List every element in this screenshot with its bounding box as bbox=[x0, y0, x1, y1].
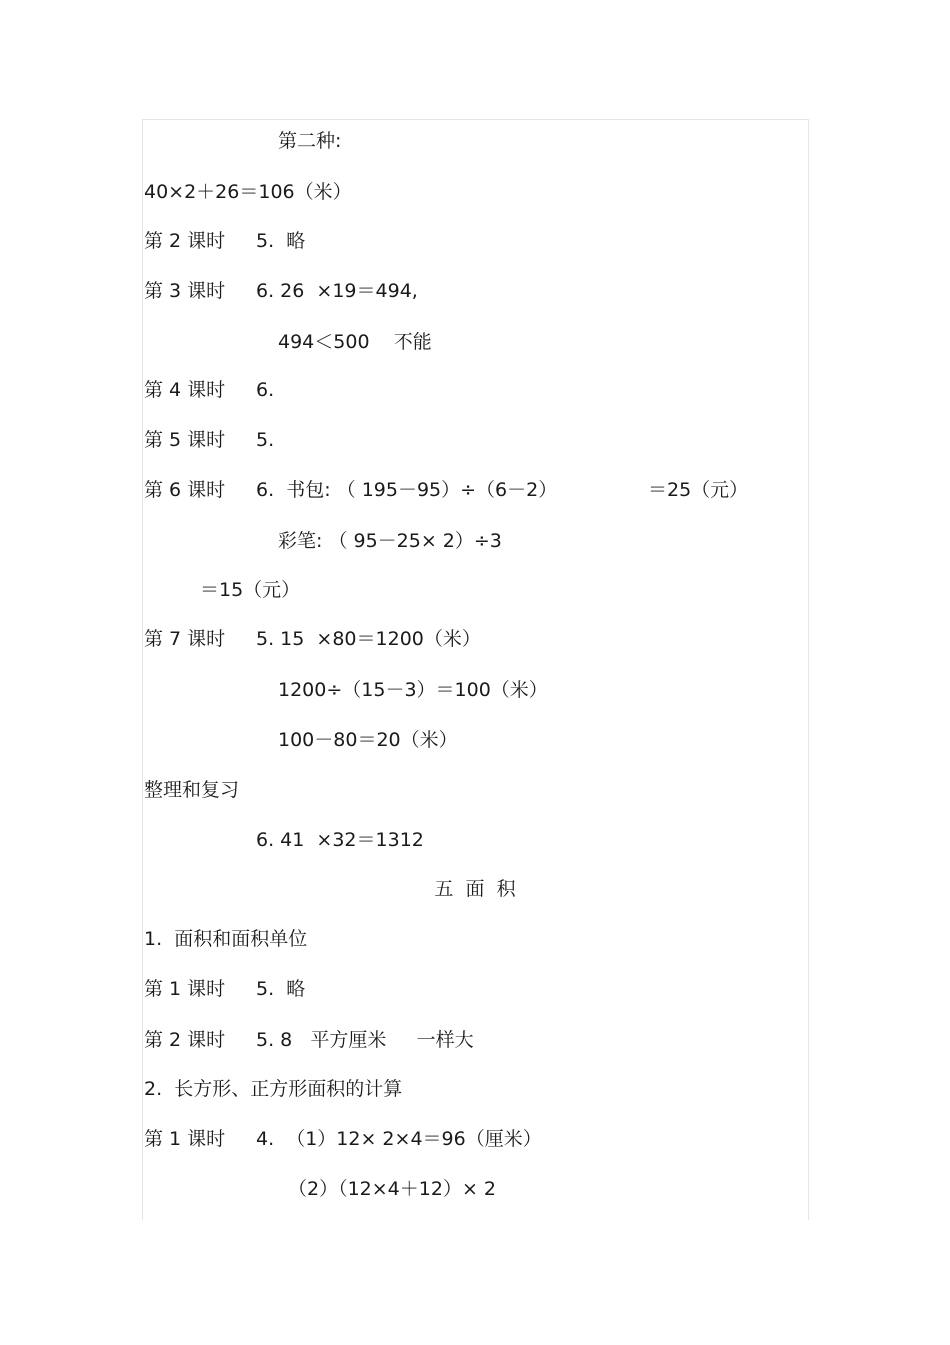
text-line: ＝15（元） bbox=[200, 579, 301, 601]
answer-text: 5. 略 bbox=[256, 978, 306, 1000]
section-heading: 整理和复习 bbox=[144, 779, 240, 801]
lesson-label: 第 2 课时 bbox=[144, 1029, 226, 1051]
text-line: 彩笔: （ 95－25× 2）÷3 bbox=[278, 530, 502, 552]
answer-text: 5. 略 bbox=[256, 230, 306, 252]
text-line: 1200÷（15－3）＝100（米） bbox=[278, 679, 548, 701]
answer-text: ＝25（元） bbox=[648, 479, 749, 501]
text-line: （2）（12×4＋12）× 2 bbox=[288, 1178, 496, 1200]
lesson-label: 第 1 课时 bbox=[144, 1128, 226, 1150]
text-line: 494＜500 不能 bbox=[278, 331, 432, 353]
lesson-label: 第 4 课时 bbox=[144, 379, 226, 401]
text-line: 100－80＝20（米） bbox=[278, 729, 458, 751]
answer-text: 6. bbox=[256, 379, 275, 401]
answer-text: 6. 41 ×32＝1312 bbox=[256, 829, 424, 851]
answer-text: 5. bbox=[256, 429, 275, 451]
text-line: 第二种: bbox=[278, 130, 342, 152]
section-heading: 1. 面积和面积单位 bbox=[144, 928, 308, 950]
lesson-label: 第 2 课时 bbox=[144, 230, 226, 252]
answer-text: 5. 8 平方厘米 一样大 bbox=[256, 1029, 474, 1051]
answer-text: 4. （1）12× 2×4＝96（厘米） bbox=[256, 1128, 542, 1150]
lesson-label: 第 6 课时 bbox=[144, 479, 226, 501]
answer-text: 5. 15 ×80＝1200（米） bbox=[256, 628, 481, 650]
lesson-label: 第 7 课时 bbox=[144, 628, 226, 650]
lesson-label: 第 1 课时 bbox=[144, 978, 226, 1000]
answer-text: 6. 26 ×19＝494, bbox=[256, 280, 418, 302]
answer-text: 6. 书包: （ 195－95）÷（6－2） bbox=[256, 479, 558, 501]
lesson-label: 第 3 课时 bbox=[144, 280, 226, 302]
lesson-label: 第 5 课时 bbox=[144, 429, 226, 451]
text-line: 40×2＋26＝106（米） bbox=[144, 181, 352, 203]
section-heading: 2. 长方形、正方形面积的计算 bbox=[144, 1078, 403, 1100]
chapter-title: 五 面 积 bbox=[434, 878, 516, 900]
page-frame bbox=[142, 119, 809, 1220]
